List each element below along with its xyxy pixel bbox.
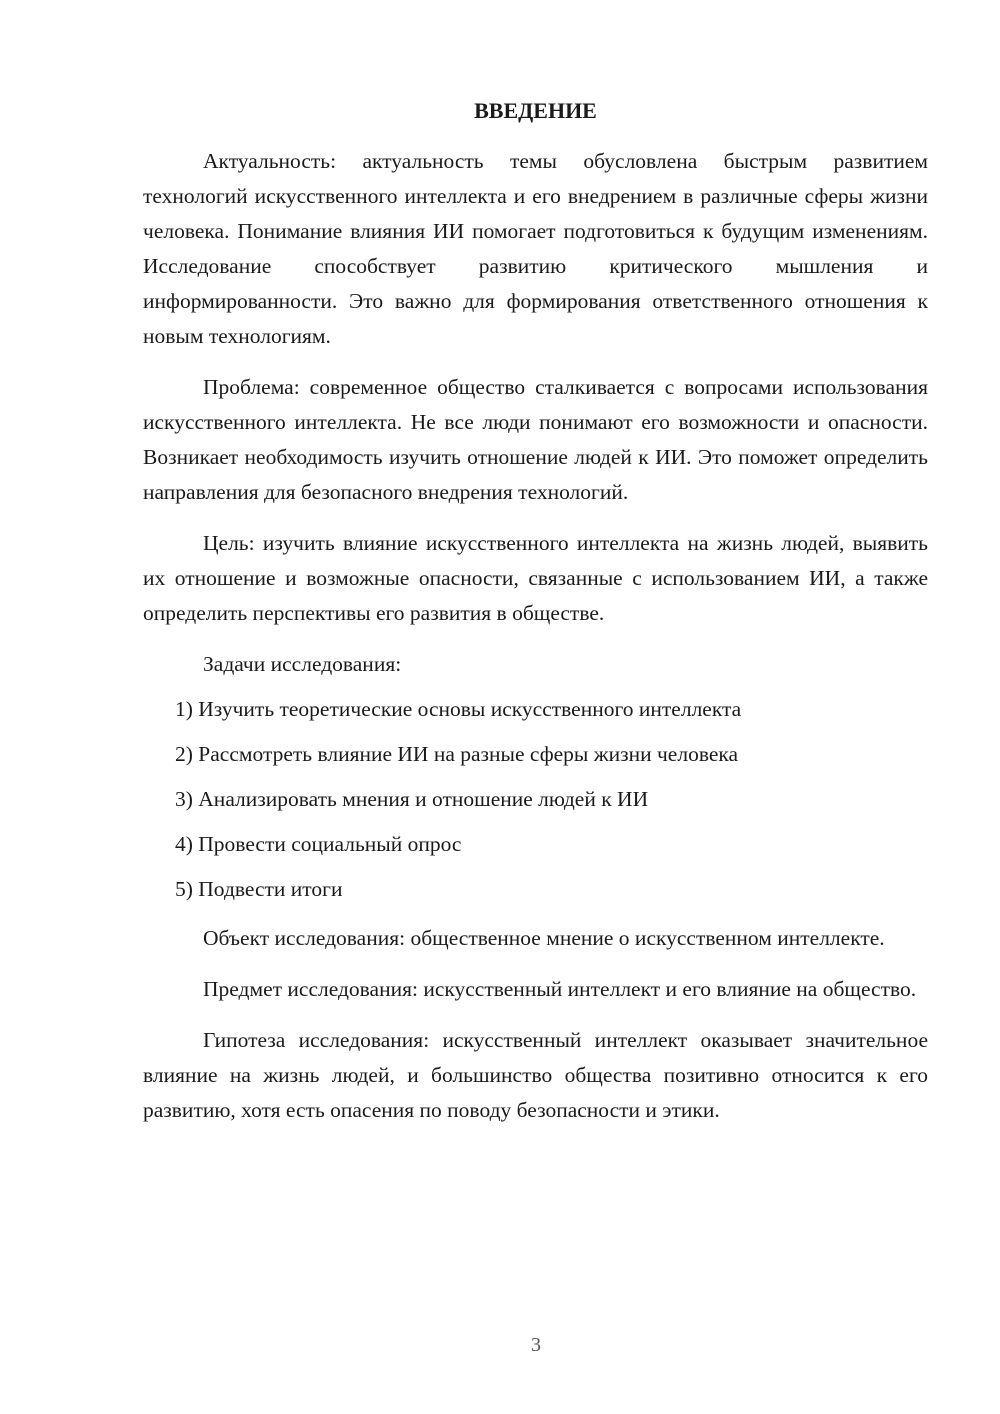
task-item-2: 2) Рассмотреть влияние ИИ на разные сферы жизни человека — [175, 742, 739, 766]
task-item-5: 5) Подвести итоги — [175, 877, 343, 901]
task-item-3: 3) Анализировать мнения и отношение людей к ИИ — [175, 787, 649, 811]
page-number: 3 — [531, 1334, 541, 1356]
paragraph-object: Объект исследования: общественное мнение о искусственном интеллекте. — [203, 926, 885, 950]
paragraph-hypothesis: Гипотеза исследования: искусственный интеллект оказывает значительное влияние на жизнь людей, и большинство общества позитивно относится к его развитию, хотя есть опасения по поводу безопасности и этики. — [143, 1028, 928, 1122]
paragraph-subject: Предмет исследования: искусственный интеллект и его влияние на общество. — [203, 977, 917, 1001]
tasks-heading: Задачи исследования: — [203, 652, 402, 676]
page-title: ВВЕДЕНИЕ — [474, 98, 597, 123]
task-item-1: 1) Изучить теоретические основы искусственного интеллекта — [175, 697, 742, 721]
page-content — [143, 96, 928, 1144]
task-item-4: 4) Провести социальный опрос — [175, 832, 462, 856]
tasks-list — [143, 692, 928, 907]
paragraph-relevance: Актуальность: актуальность темы обусловлена быстрым развитием технологий искусственного интеллекта и его внедрением в различные сферы жизни человека. Понимание влияния ИИ помогает подготовиться к будущим изменениям. Исследование способствует развитию критического мышления и информированности. Это важно для формирования ответственного отношения к новым технологиям. — [143, 149, 928, 348]
paragraph-goal: Цель: изучить влияние искусственного интеллекта на жизнь людей, выявить их отношение и возможные опасности, связанные с использованием ИИ, а также определить перспективы его развития в обществе. — [143, 531, 928, 625]
paragraph-problem: Проблема: современное общество сталкивается с вопросами использования искусственного интеллекта. Не все люди понимают его возможности и опасности. Возникает необходимость изучить отношение людей к ИИ. Это поможет определить направления для безопасного внедрения технологий. — [143, 375, 928, 504]
